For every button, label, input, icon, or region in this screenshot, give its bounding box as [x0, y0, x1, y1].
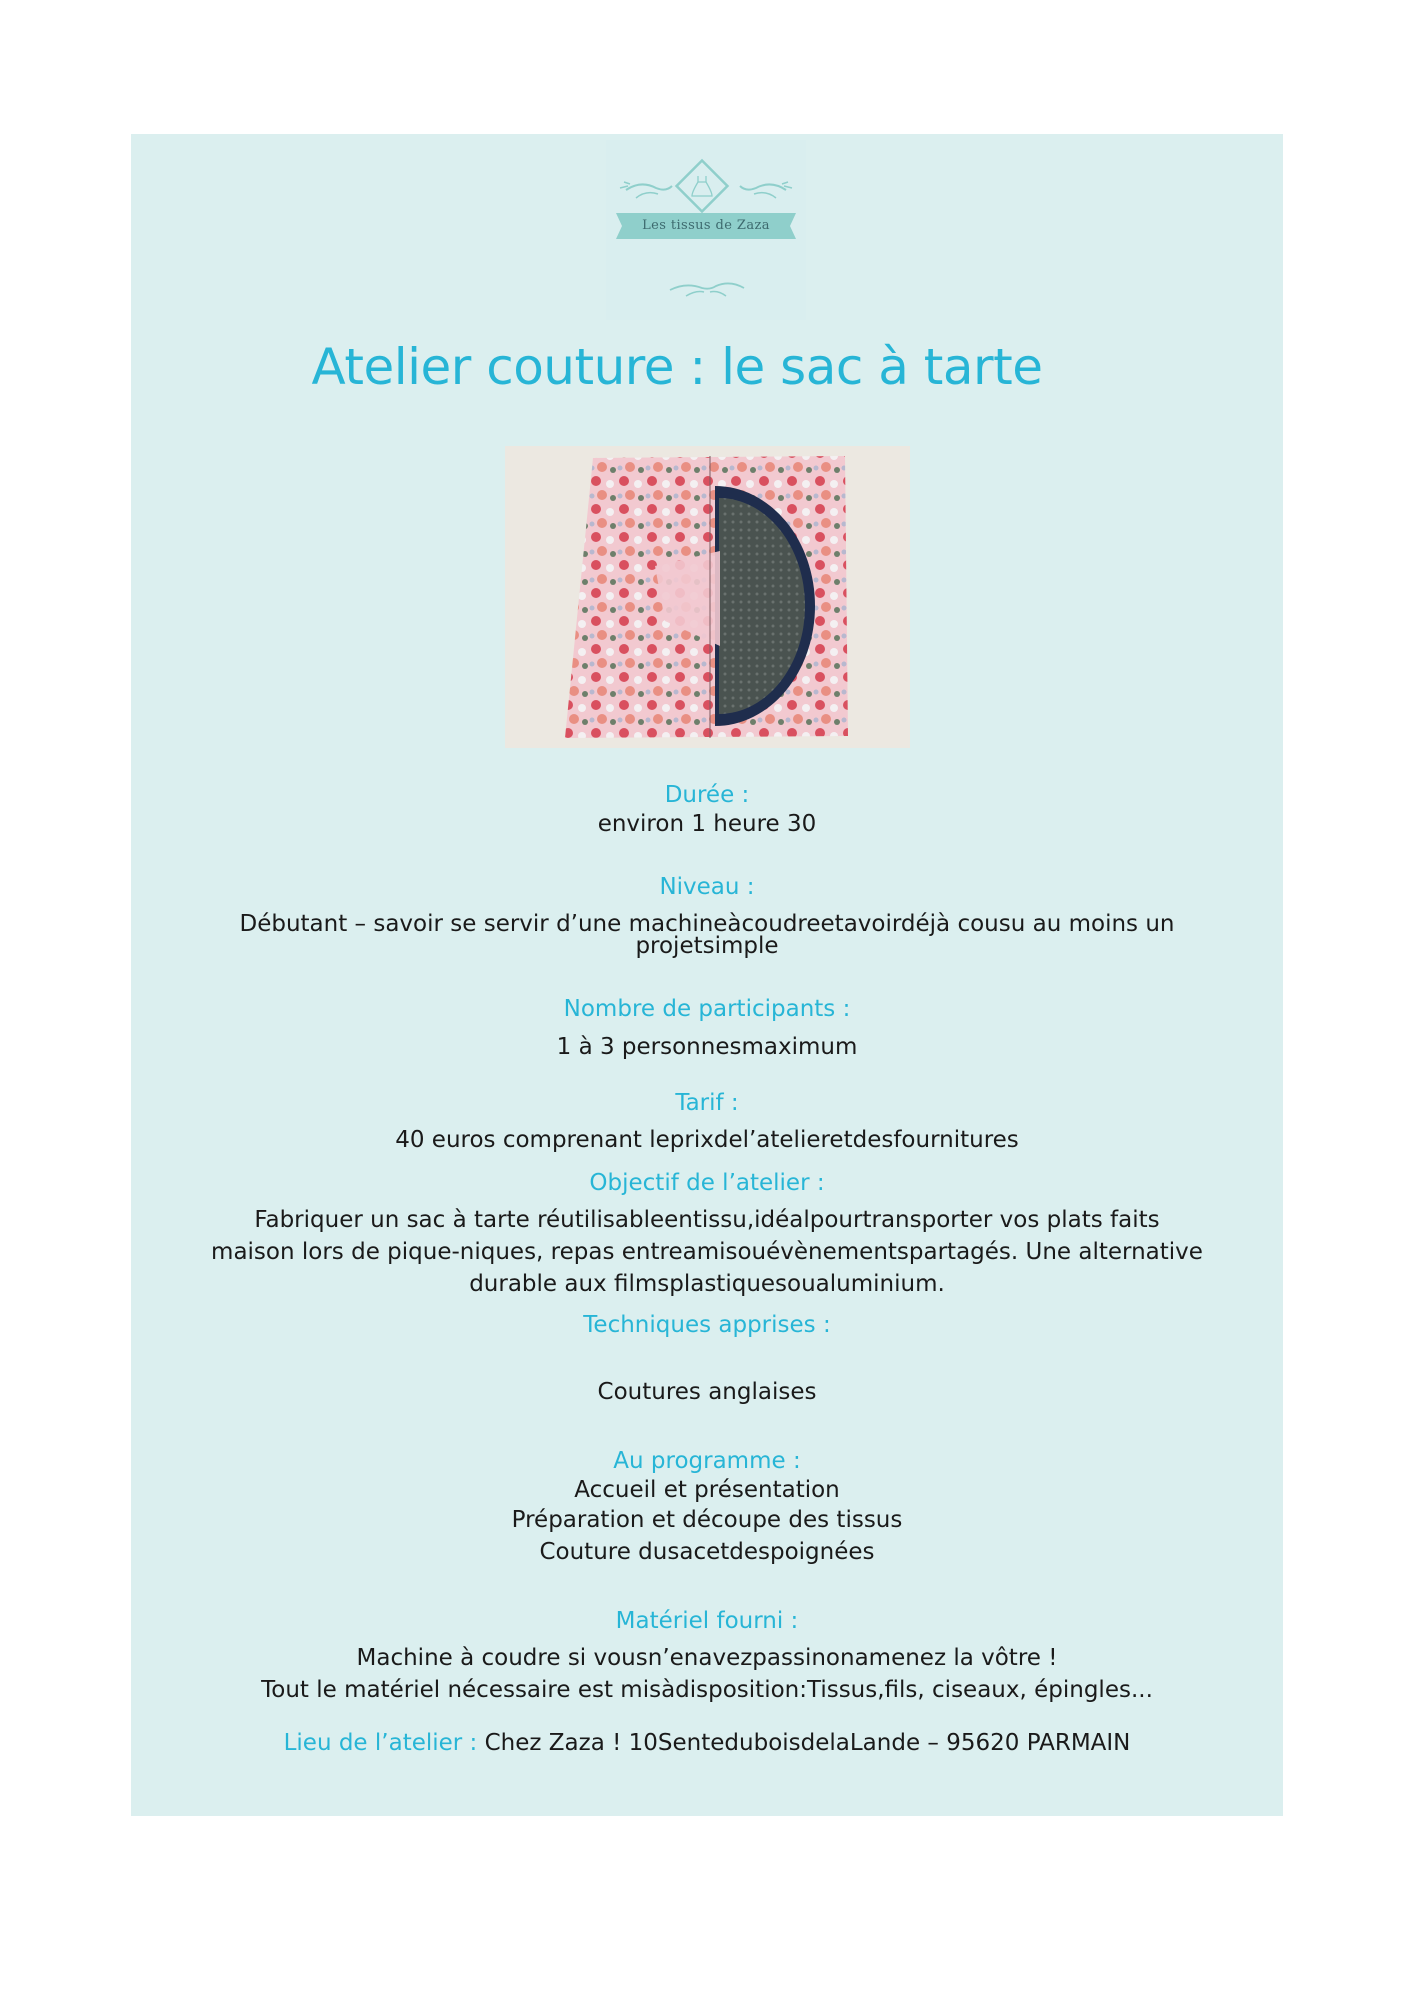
supplies-line-2: Tout le matériel nécessaire est misàdisposition:Tissus,fils, ciseaux, épingles...	[261, 1677, 1153, 1703]
program-item: Accueil et présentation	[574, 1477, 840, 1503]
objective-line-2: maison lors de pique-niques, repas entreamisouévènementspartagés. Une alternative	[211, 1239, 1203, 1265]
tart-bag-photo	[505, 446, 910, 748]
price-label: Tarif :	[675, 1090, 739, 1116]
level-value-line-2: projetsimple	[635, 933, 779, 959]
objective-line-3: durable aux filmsplastiquesoualuminium.	[469, 1271, 945, 1297]
supplies-line-1: Machine à coudre si vousn’enavezpassinonamenez la vôtre !	[356, 1645, 1058, 1671]
techniques-label: Techniques apprises :	[583, 1312, 831, 1338]
photo-image-icon	[505, 446, 910, 748]
price-value: 40 euros comprenant leprixdel’atelieretdesfournitures	[395, 1127, 1019, 1153]
program-item: Préparation et découpe des tissus	[511, 1507, 903, 1533]
objective-label: Objectif de l’atelier :	[589, 1170, 825, 1196]
participants-label: Nombre de participants :	[563, 996, 851, 1022]
participants-value: 1 à 3 personnesmaximum	[556, 1034, 858, 1060]
duration-label: Durée :	[664, 782, 750, 808]
brand-logo	[606, 140, 806, 320]
dress-icon	[692, 176, 712, 196]
duration-value: environ 1 heure 30	[597, 811, 817, 837]
techniques-value: Coutures anglaises	[597, 1379, 817, 1405]
page-title: Atelier couture : le sac à tarte	[311, 338, 1043, 396]
location	[131, 1730, 1283, 1756]
program-item: Couture dusacetdespoignées	[539, 1539, 875, 1565]
location-label: Lieu de l’atelier :	[283, 1730, 478, 1756]
location-value: Chez Zaza ! 10SenteduboisdelaLande – 95620 PARMAIN	[477, 1730, 1131, 1756]
supplies-label: Matériel fourni :	[615, 1608, 799, 1634]
program-label: Au programme :	[613, 1448, 801, 1474]
level-value-line-1: Débutant – savoir se servir d’une machineàcoudreetavoirdéjà cousu au moins un	[239, 911, 1175, 937]
brand-name: Les tissus de Zaza	[642, 218, 770, 233]
level-label: Niveau :	[659, 874, 755, 900]
objective-line-1: Fabriquer un sac à tarte réutilisableentissu,idéalpourtransporter vos plats faits	[254, 1207, 1160, 1233]
